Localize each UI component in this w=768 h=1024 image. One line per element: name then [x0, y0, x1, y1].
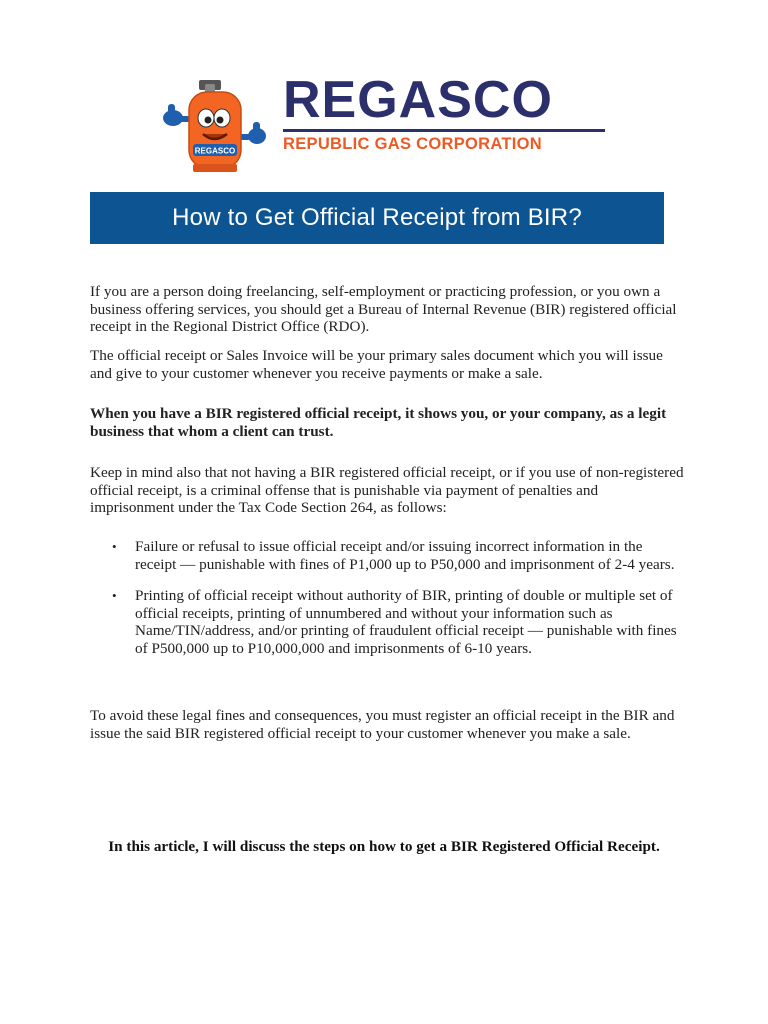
brand-subtitle: REPUBLIC GAS CORPORATION [283, 135, 542, 153]
gas-tank-mascot-icon [159, 78, 267, 178]
criminal-offense-paragraph: Keep in mind also that not having a BIR registered official receipt, or if you use of non-registered official receipt, is a criminal offense that is punishable via payment of penalties and imprisonment under the Tax Code Section 264, as follows: [90, 464, 684, 516]
primary-document-paragraph: The official receipt or Sales Invoice will be your primary sales document which you will issue and give to your customer whenever you receive payments or make a sale. [90, 347, 663, 382]
penalties-list [90, 538, 686, 657]
brand-name: REGASCO [283, 71, 553, 129]
closing-statement: In this article, I will discuss the steps on how to get a BIR Registered Official Receipt. [108, 838, 660, 855]
page-title: How to Get Official Receipt from BIR? [172, 204, 582, 231]
intro-paragraph: If you are a person doing freelancing, self-employment or practicing profession, or you own a business offering services, you should get a Bureau of Internal Revenue (BIR) registered official receipt in the Regional District Office (RDO). [90, 283, 677, 335]
regasco-logo [153, 72, 616, 180]
bullet-marker: • [112, 588, 117, 603]
legit-business-paragraph: When you have a BIR registered official receipt, it shows you, or your company, as a legit business that whom a client can trust. [90, 405, 667, 440]
brand-divider [283, 129, 605, 132]
list-item-text: Printing of official receipt without authority of BIR, printing of double or multiple set of official receipts, printing of unnumbered and without your information such as Name/TIN/address, and/or printing of fraudulent official receipt — punishable with fines of P500,000 up to P10,000,000 and imprisonments of 6-10 years. [135, 587, 677, 657]
avoid-fines-paragraph: To avoid these legal fines and consequences, you must register an official receipt in the BIR and issue the said BIR registered official receipt to your customer whenever you make a sale. [90, 707, 675, 742]
title-banner [90, 192, 664, 244]
list-item-text: Failure or refusal to issue official receipt and/or issuing incorrect information in the receipt — punishable with fines of P1,000 up to P50,000 and imprisonment of 2-4 years. [135, 538, 675, 573]
mascot-label: REGASCO [194, 146, 236, 156]
list-item [90, 538, 686, 573]
bullet-marker: • [112, 539, 117, 554]
list-item [90, 587, 686, 657]
